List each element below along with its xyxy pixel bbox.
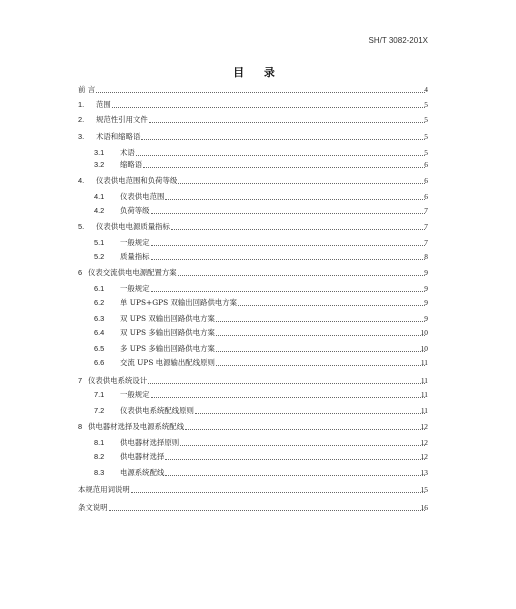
dot-leader [143, 159, 425, 168]
toc-entry-number: 7.2 [94, 406, 105, 415]
toc-entry-number: 7 [78, 376, 83, 385]
dot-leader [171, 221, 425, 230]
toc-entry-label: 前 言 [78, 85, 96, 94]
toc-entry [0, 131, 516, 143]
toc-entry [0, 267, 516, 279]
toc-entry-number: 4.1 [94, 192, 105, 201]
toc-entry-label: 质量指标 [120, 252, 150, 261]
toc-entry-line [120, 205, 426, 217]
toc-entry [0, 84, 516, 96]
toc-entry-label: 范围 [96, 100, 111, 109]
toc-entry-line [120, 357, 426, 369]
toc-entry-line [96, 221, 426, 233]
toc-entry [0, 389, 516, 401]
toc-entry-page: 9 [424, 314, 428, 323]
toc-entry-number: 5.1 [94, 238, 105, 247]
toc-entry-line [96, 175, 426, 187]
toc-entry-page: 8 [424, 252, 428, 261]
dot-leader [136, 147, 425, 156]
toc-entry [0, 221, 516, 233]
toc-entry [0, 205, 516, 217]
toc-entry-page: 15 [420, 485, 428, 494]
dot-leader [165, 451, 425, 460]
toc-entry [0, 467, 516, 479]
toc-entry-number: 6.2 [94, 298, 105, 307]
toc-entry-number: 5. [78, 222, 85, 231]
dot-leader [151, 237, 425, 246]
toc-entry-line [78, 484, 426, 496]
dot-leader [151, 205, 425, 214]
toc-entry-line [120, 327, 426, 339]
toc-entry [0, 283, 516, 295]
dot-leader [178, 267, 425, 276]
dot-leader [109, 502, 425, 511]
toc-entry-number: 4. [78, 176, 85, 185]
dot-leader [216, 357, 425, 366]
dot-leader [96, 84, 425, 93]
toc-entry [0, 375, 516, 387]
toc-entry-number: 6 [78, 268, 83, 277]
toc-entry-number: 3. [78, 132, 85, 141]
toc-entry-label: 双 UPS 多输出回路供电方案 [120, 328, 215, 337]
toc-entry [0, 191, 516, 203]
toc-entry-label: 负荷等级 [120, 206, 150, 215]
toc-entry-label: 供电器材选择 [120, 452, 165, 461]
toc-entry-page: 6 [424, 192, 428, 201]
toc-entry-line [120, 251, 426, 263]
toc-entry-page: 13 [420, 468, 428, 477]
toc-entry-label: 交流 UPS 电源输出配线原则 [120, 358, 215, 367]
toc-entry-line [120, 405, 426, 417]
toc-entry [0, 114, 516, 126]
toc-entry [0, 237, 516, 249]
toc-entry [0, 405, 516, 417]
dot-leader [185, 421, 425, 430]
toc-entry [0, 313, 516, 325]
document-code: SH/T 3082-201X [368, 36, 428, 45]
dot-leader [216, 343, 425, 352]
toc-entry-number: 6.6 [94, 358, 105, 367]
toc-entry-line [120, 437, 426, 449]
toc-entry-label: 条文说明 [78, 503, 108, 512]
toc-entry-label: 术语和缩略语 [96, 132, 141, 141]
toc-entry [0, 327, 516, 339]
toc-entry-number: 1. [78, 100, 85, 109]
dot-leader [112, 99, 425, 108]
toc-entry-line [96, 131, 426, 143]
dot-leader [151, 251, 425, 260]
toc-entry-line [88, 375, 426, 387]
toc-entry-line [96, 114, 426, 126]
toc-entry-label: 一般规定 [120, 284, 150, 293]
toc-entry-line [120, 313, 426, 325]
toc-entry-number: 3.2 [94, 160, 105, 169]
dot-leader [165, 467, 425, 476]
toc-entry-line [120, 343, 426, 355]
toc-entry-number: 6.5 [94, 344, 105, 353]
toc-entry-label: 仪表供电系统配线原则 [120, 406, 194, 415]
toc-entry-label: 双 UPS 双输出回路供电方案 [120, 314, 215, 323]
toc-entry-line [120, 297, 426, 309]
toc-entry [0, 357, 516, 369]
toc-entry-label: 仪表供电范围 [120, 192, 165, 201]
dot-leader [148, 375, 425, 384]
toc-entry [0, 297, 516, 309]
toc-entry-page: 5 [424, 115, 428, 124]
toc-entry-page: 6 [424, 176, 428, 185]
toc-entry-number: 6.1 [94, 284, 105, 293]
toc-entry-page: 11 [420, 390, 428, 399]
toc-entry [0, 437, 516, 449]
toc-entry-label: 术语 [120, 148, 135, 157]
dot-leader [216, 327, 425, 336]
toc-entry-page: 16 [420, 503, 428, 512]
dot-leader [180, 437, 425, 446]
toc-entry-line [96, 99, 426, 111]
toc-entry-line [120, 237, 426, 249]
toc-entry [0, 175, 516, 187]
toc-entry [0, 251, 516, 263]
toc-entry-label: 规范性引用文件 [96, 115, 148, 124]
dot-leader [131, 484, 425, 493]
toc-entry [0, 451, 516, 463]
toc-entry-line [88, 421, 426, 433]
toc-entry-label: 仪表供电电源质量指标 [96, 222, 170, 231]
toc-entry-page: 9 [424, 298, 428, 307]
toc-entry-page: 4 [424, 85, 428, 94]
toc-entry-label: 供电器材选择及电源系统配线 [88, 422, 185, 431]
toc-entry-page: 7 [424, 206, 428, 215]
dot-leader [151, 389, 425, 398]
toc-entry-number: 6.4 [94, 328, 105, 337]
toc-title: 目 录 [233, 66, 283, 79]
toc-entry-label: 本规范用词说明 [78, 485, 130, 494]
toc-entry-label: 仪表交流供电电源配置方案 [88, 268, 177, 277]
toc-entry-line [120, 389, 426, 401]
toc-entry-number: 3.1 [94, 148, 105, 157]
toc-entry [0, 343, 516, 355]
toc-entry-page: 10 [420, 328, 428, 337]
toc-entry [0, 99, 516, 111]
dot-leader [141, 131, 425, 140]
toc-entry-label: 供电器材选择原则 [120, 438, 180, 447]
toc-entry-label: 仪表供电范围和负荷等级 [96, 176, 178, 185]
toc-entry-label: 一般规定 [120, 390, 150, 399]
toc-entry-page: 5 [424, 132, 428, 141]
toc-entry-page: 12 [420, 422, 428, 431]
toc-entry [0, 147, 516, 159]
dot-leader [149, 114, 425, 123]
toc-entry-page: 12 [420, 438, 428, 447]
toc-entry-line [120, 191, 426, 203]
toc-entry-label: 缩略语 [120, 160, 143, 169]
toc-entry-line [78, 84, 426, 96]
toc-entry-label: 电源系统配线 [120, 468, 165, 477]
toc-entry-number: 7.1 [94, 390, 105, 399]
dot-leader [178, 175, 425, 184]
toc-entry-page: 9 [424, 268, 428, 277]
toc-entry-page: 12 [420, 452, 428, 461]
toc-entry-line [78, 502, 426, 514]
dot-leader [216, 313, 425, 322]
toc-entry-number: 8.3 [94, 468, 105, 477]
toc-entry-line [120, 147, 426, 159]
toc-entry-page: 9 [424, 284, 428, 293]
dot-leader [238, 297, 425, 306]
toc-entry-line [88, 267, 426, 279]
dot-leader [195, 405, 425, 414]
toc-entry [0, 159, 516, 171]
toc-entry-page: 5 [424, 100, 428, 109]
toc-entry-label: 一般规定 [120, 238, 150, 247]
toc-entry-page: 7 [424, 238, 428, 247]
toc-entry-number: 8 [78, 422, 83, 431]
toc-entry-label: 多 UPS 多输出回路供电方案 [120, 344, 215, 353]
toc-entry-page: 11 [420, 358, 428, 367]
toc-entry-page: 7 [424, 222, 428, 231]
toc-entry-line [120, 467, 426, 479]
toc-entry [0, 421, 516, 433]
toc-entry-number: 8.2 [94, 452, 105, 461]
toc-entry [0, 502, 516, 514]
dot-leader [165, 191, 425, 200]
toc-entry [0, 484, 516, 496]
toc-entry-line [120, 283, 426, 295]
toc-entry-number: 4.2 [94, 206, 105, 215]
toc-entry-page: 5 [424, 148, 428, 157]
toc-entry-line [120, 451, 426, 463]
toc-entry-page: 10 [420, 344, 428, 353]
toc-entry-label: 单 UPS+GPS 双输出回路供电方案 [120, 298, 238, 307]
toc-entry-page: 6 [424, 160, 428, 169]
toc-entry-number: 2. [78, 115, 85, 124]
toc-entry-page: 11 [420, 376, 428, 385]
toc-entry-number: 8.1 [94, 438, 105, 447]
toc-entry-number: 6.3 [94, 314, 105, 323]
toc-entry-line [120, 159, 426, 171]
toc-entry-page: 11 [420, 406, 428, 415]
toc-entry-number: 5.2 [94, 252, 105, 261]
dot-leader [151, 283, 425, 292]
toc-entry-label: 仪表供电系统设计 [88, 376, 148, 385]
